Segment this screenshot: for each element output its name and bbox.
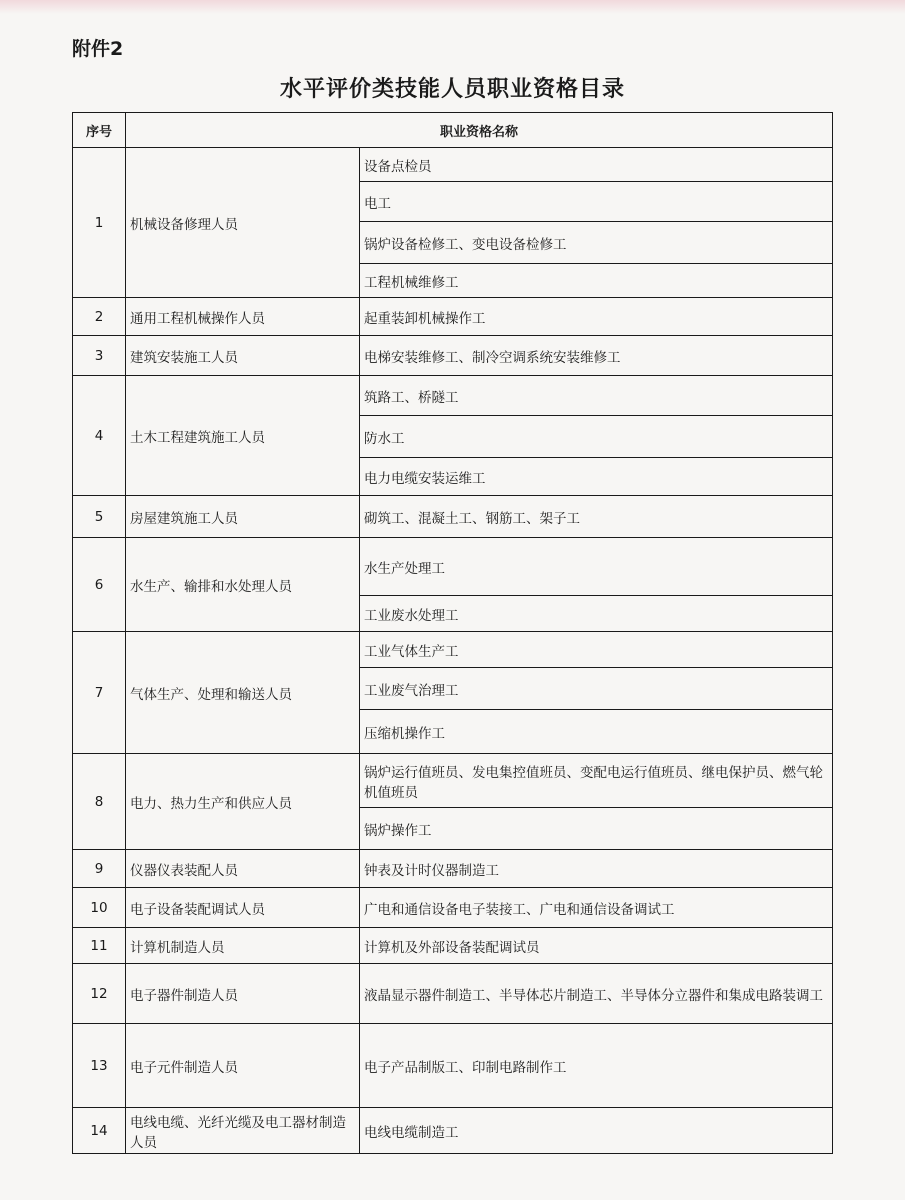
row-number: 12	[73, 964, 126, 1024]
category-name: 机械设备修理人员	[126, 148, 360, 298]
row-number: 6	[73, 538, 126, 632]
row-number: 9	[73, 850, 126, 888]
qualification-name: 电力电缆安装运维工	[360, 458, 833, 496]
qualification-name: 锅炉操作工	[360, 808, 833, 850]
qualification-name: 压缩机操作工	[360, 710, 833, 754]
qualification-name: 锅炉运行值班员、发电集控值班员、变配电运行值班员、继电保护员、燃气轮机值班员	[360, 754, 833, 808]
row-number: 13	[73, 1024, 126, 1108]
table-row	[73, 888, 833, 928]
row-number: 4	[73, 376, 126, 496]
qualification-name: 水生产处理工	[360, 538, 833, 596]
qualification-name: 设备点检员	[360, 148, 833, 182]
qualification-name: 电线电缆制造工	[360, 1108, 833, 1154]
qualification-name: 工业气体生产工	[360, 632, 833, 668]
row-number: 11	[73, 928, 126, 964]
table-row	[73, 1024, 833, 1108]
table-row	[73, 850, 833, 888]
category-name: 电子器件制造人员	[126, 964, 360, 1024]
category-name: 气体生产、处理和输送人员	[126, 632, 360, 754]
category-name: 电线电缆、光纤光缆及电工器材制造人员	[126, 1108, 360, 1154]
row-number: 3	[73, 336, 126, 376]
qualification-name: 广电和通信设备电子装接工、广电和通信设备调试工	[360, 888, 833, 928]
page-title: 水平评价类技能人员职业资格目录	[279, 77, 625, 102]
qualification-name: 钟表及计时仪器制造工	[360, 850, 833, 888]
table-row	[73, 148, 833, 182]
table-row	[73, 1108, 833, 1154]
qualification-name: 锅炉设备检修工、变电设备检修工	[360, 222, 833, 264]
table-row	[73, 754, 833, 808]
category-name: 通用工程机械操作人员	[126, 298, 360, 336]
category-name: 电子设备装配调试人员	[126, 888, 360, 928]
row-number: 8	[73, 754, 126, 850]
row-number: 2	[73, 298, 126, 336]
category-name: 仪器仪表装配人员	[126, 850, 360, 888]
qualification-name: 电工	[360, 182, 833, 222]
table-row	[73, 376, 833, 416]
qualification-name: 砌筑工、混凝土工、钢筋工、架子工	[360, 496, 833, 538]
category-name: 土木工程建筑施工人员	[126, 376, 360, 496]
scan-top-edge	[0, 0, 905, 14]
qualification-name: 液晶显示器件制造工、半导体芯片制造工、半导体分立器件和集成电路装调工	[360, 964, 833, 1024]
qualification-table	[72, 112, 833, 1154]
category-name: 计算机制造人员	[126, 928, 360, 964]
category-name: 水生产、输排和水处理人员	[126, 538, 360, 632]
qualification-name: 电梯安装维修工、制冷空调系统安装维修工	[360, 336, 833, 376]
qualification-name: 防水工	[360, 416, 833, 458]
qualification-name: 计算机及外部设备装配调试员	[360, 928, 833, 964]
category-name: 建筑安装施工人员	[126, 336, 360, 376]
column-header-name: 职业资格名称	[126, 113, 833, 148]
table-row	[73, 632, 833, 668]
table-row	[73, 496, 833, 538]
category-name: 房屋建筑施工人员	[126, 496, 360, 538]
table-row	[73, 538, 833, 596]
table-row	[73, 964, 833, 1024]
table-header-row	[73, 113, 833, 148]
row-number: 7	[73, 632, 126, 754]
row-number: 10	[73, 888, 126, 928]
table-row	[73, 928, 833, 964]
category-name: 电子元件制造人员	[126, 1024, 360, 1108]
row-number: 5	[73, 496, 126, 538]
row-number: 14	[73, 1108, 126, 1154]
row-number: 1	[73, 148, 126, 298]
attachment-label: 附件2	[72, 38, 124, 60]
category-name: 电力、热力生产和供应人员	[126, 754, 360, 850]
table-row	[73, 336, 833, 376]
qualification-name: 电子产品制版工、印制电路制作工	[360, 1024, 833, 1108]
qualification-name: 工业废水处理工	[360, 596, 833, 632]
qualification-name: 筑路工、桥隧工	[360, 376, 833, 416]
qualification-name: 工程机械维修工	[360, 264, 833, 298]
column-header-no: 序号	[73, 113, 126, 148]
qualification-name: 起重装卸机械操作工	[360, 298, 833, 336]
table-body	[73, 148, 833, 1154]
qualification-name: 工业废气治理工	[360, 668, 833, 710]
table-row	[73, 298, 833, 336]
